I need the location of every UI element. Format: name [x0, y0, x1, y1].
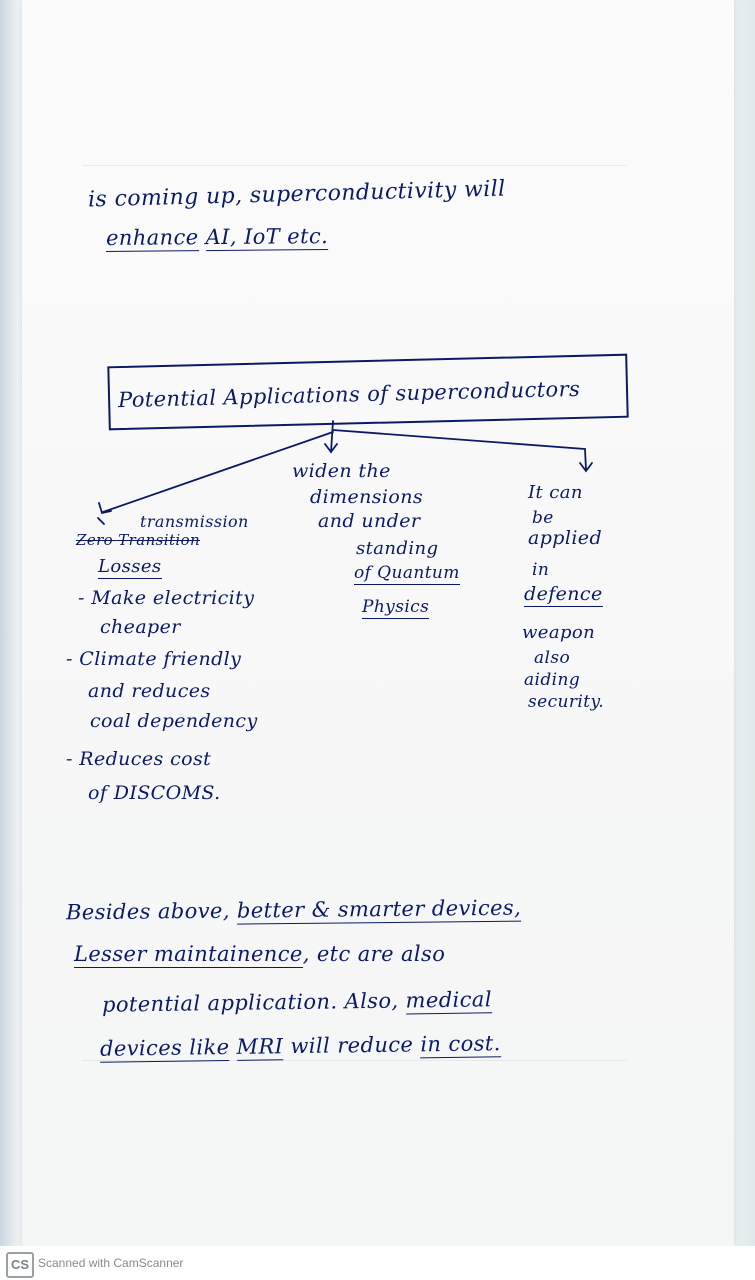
left-heading-correction: transmission — [140, 512, 249, 531]
middle-line-6: Physics — [362, 597, 430, 617]
conclusion-besides: Besides above, — [65, 898, 230, 925]
conclusion-line-1 — [66, 896, 521, 925]
intro-enhance-word: enhance — [105, 225, 199, 250]
conclusion-medical: medical — [405, 987, 493, 1013]
left-point-3: - Reduces cost — [66, 748, 212, 770]
left-heading-main: Zero Transition — [76, 531, 201, 549]
left-point-3-cont: of DISCOMS. — [88, 782, 221, 804]
intro-ai-iot: AI, IoT etc. — [205, 224, 329, 250]
right-line-3: applied — [528, 527, 603, 549]
right-line-5: defence — [524, 583, 603, 605]
middle-line-3: and under — [318, 510, 421, 532]
middle-line-5: of Quantum — [354, 563, 460, 583]
arrowhead-left — [99, 503, 111, 513]
arrow-to-middle — [331, 421, 333, 452]
arrow-tick-left — [98, 518, 104, 524]
conclusion-mri: MRI — [236, 1034, 284, 1059]
camscanner-logo: CS — [6, 1252, 34, 1278]
left-point-2-cont: and reduces — [88, 680, 211, 702]
conclusion-will-reduce: will reduce — [290, 1032, 414, 1059]
left-point-1-cont: cheaper — [100, 616, 181, 638]
right-line-8: aiding — [524, 670, 581, 690]
left-heading-losses: Losses — [98, 556, 162, 577]
right-line-1: It can — [528, 482, 583, 503]
camscanner-label: Scanned with CamScanner — [38, 1256, 184, 1270]
right-line-4: in — [532, 560, 550, 580]
left-heading-crossed — [76, 531, 200, 549]
conclusion-line-2 — [74, 942, 445, 966]
right-line-7: also — [534, 648, 571, 668]
conclusion-line-4 — [100, 1031, 501, 1061]
middle-line-1: widen the — [292, 460, 391, 482]
conclusion-better-devices: better & smarter devices, — [236, 895, 522, 923]
camscanner-footer — [0, 1246, 755, 1280]
right-line-9: security. — [528, 692, 604, 712]
left-point-2-cont2: coal dependency — [90, 710, 258, 732]
page-title: Potential Applications of superconductors — [117, 376, 581, 413]
right-line-2: be — [532, 508, 554, 528]
conclusion-etc: , etc are also — [302, 942, 446, 966]
title-box — [107, 354, 628, 431]
conclusion-line-3 — [102, 987, 492, 1016]
conclusion-in-cost: in cost. — [420, 1031, 501, 1057]
left-point-2: - Climate friendly — [66, 648, 242, 670]
middle-line-4: standing — [356, 538, 439, 559]
arrow-to-right — [585, 449, 586, 470]
left-point-1: - Make electricity — [78, 587, 255, 609]
right-line-6: weapon — [522, 622, 596, 643]
conclusion-lesser-maintainence: Lesser maintainence — [74, 942, 303, 966]
intro-line-2 — [106, 224, 328, 250]
branch-right-horizontal — [333, 430, 585, 449]
conclusion-potential: potential application. Also, — [101, 988, 399, 1017]
intro-line-1: is coming up, superconductivity will — [87, 176, 506, 213]
conclusion-devices-like: devices like — [99, 1034, 230, 1061]
middle-line-2: dimensions — [310, 486, 423, 508]
